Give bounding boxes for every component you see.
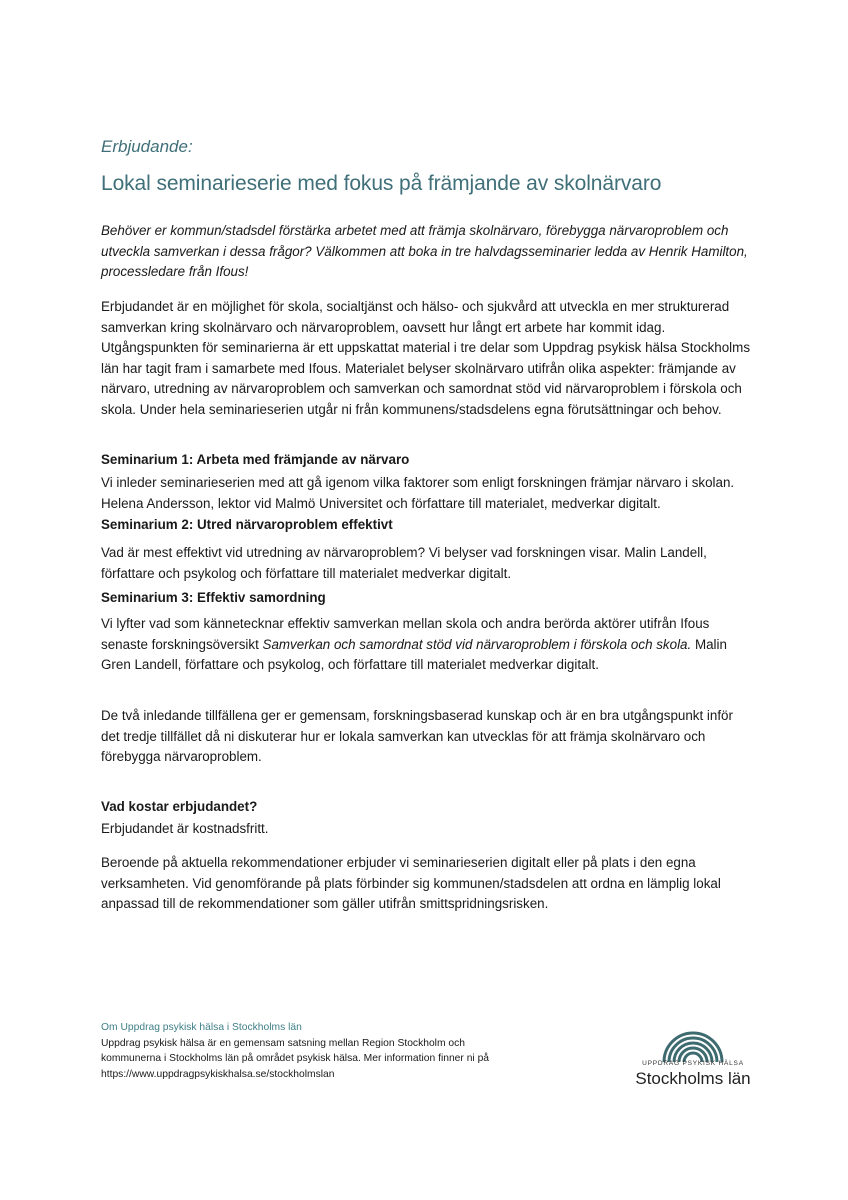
- seminar-2-text: Vad är mest effektivt vid utredning av närvaroproblem? Vi belyser vad forskningen visar. Malin Landell, författare och psykolog och författare till materialet medverkar digitalt.: [101, 545, 707, 581]
- stockholms-lan-logo: [628, 1030, 758, 1100]
- description-paragraph: Erbjudandet är en möjlighet för skola, socialtjänst och hälso- och sjukvård att utveckla en mer strukturerad samverkan kring skolnärvaro och närvaroproblem, oavsett hur långt ert arbete har kommit idag. Utgångspunkten för seminarierna är ett uppskattat material i tre delar som Uppdrag psykisk hälsa Stockholms län har tagit fram i samarbete med Ifous. Materialet belyser skolnärvaro utifrån olika aspekter: främjande av närvaro, utredning av närvaroproblem och samverkan och samordnat stöd vid närvaroproblem i förskola och skola. Under hela seminarieserien utgår ni från kommunens/stadsdelens egna förutsättningar och behov.: [101, 299, 751, 417]
- seminar-2-heading: Seminarium 2: Utred närvaroproblem effektivt: [101, 517, 393, 532]
- seminar-1-heading: Seminarium 1: Arbeta med främjande av närvaro: [101, 452, 410, 467]
- cost-text: Erbjudandet är kostnadsfritt.: [101, 821, 269, 836]
- seminar-3-text-after: Malin Gren Landell, författare och psykolog, och författare till materialet medverkar digitalt.: [101, 636, 727, 672]
- summary-paragraph: De två inledande tillfällena ger er gemensam, forskningsbaserad kunskap och är en bra utgångspunkt inför det tredje tillfället då ni diskuterar hur er lokala samverkan kan utvecklas för att främja skolnärvaro och förebygga närvaroproblem.: [101, 708, 733, 764]
- footer-text: Uppdrag psykisk hälsa är en gemensam satsning mellan Region Stockholm och kommunerna i Stockholms län på området psykisk hälsa. Mer information finner ni på https://www.uppdragpsykiskhalsa.se/stockholmslan: [101, 1037, 490, 1080]
- delivery-paragraph: Beroende på aktuella rekommendationer erbjuder vi seminarieserien digitalt eller på plats i den egna verksamheten. Vid genomförande på plats förbinder sig kommunen/stadsdelen att ordna en lämplig lokal anpassad till de rekommendationer som gäller utifrån smittspridningsrisken.: [101, 855, 721, 911]
- logo-name: Stockholms län: [635, 1069, 751, 1088]
- seminar-3-report-title: Samverkan och samordnat stöd vid närvaroproblem i förskola och skola.: [262, 636, 692, 652]
- footer-title: Om Uppdrag psykisk hälsa i Stockholms län: [101, 1022, 302, 1033]
- seminar-3-heading: Seminarium 3: Effektiv samordning: [101, 590, 326, 605]
- footer: [101, 1020, 521, 1082]
- page-title: Lokal seminarieserie med fokus på främjande av skolnärvaro: [101, 172, 662, 195]
- seminar-1-text: Vi inleder seminarieserien med att gå igenom vilka faktorer som enligt forskningen främjar närvaro i skolan. Helena Andersson, lektor vid Malmö Universitet och författare till materialet, medverkar digitalt.: [101, 475, 735, 511]
- rainbow-arcs-icon: [628, 1030, 758, 1062]
- intro-paragraph: Behöver er kommun/stadsdel förstärka arbetet med att främja skolnärvaro, förebygga närvaroproblem och utveckla samverkan i dessa frågor? Välkommen att boka in tre halvdagsseminarier ledda av Henrik Hamilton, processledare från Ifous!: [101, 223, 748, 279]
- seminar-3-text: [101, 614, 751, 676]
- cost-heading: Vad kostar erbjudandet?: [101, 799, 258, 814]
- offer-kicker: Erbjudande:: [101, 137, 193, 156]
- logo-subtitle: UPPDRAG PSYKISK HÄLSA: [642, 1060, 744, 1067]
- seminar-3-text-before: Vi lyfter vad som kännetecknar effektiv samverkan mellan skola och andra berörda aktörer utifrån Ifous senaste forskningsöversikt: [101, 616, 710, 652]
